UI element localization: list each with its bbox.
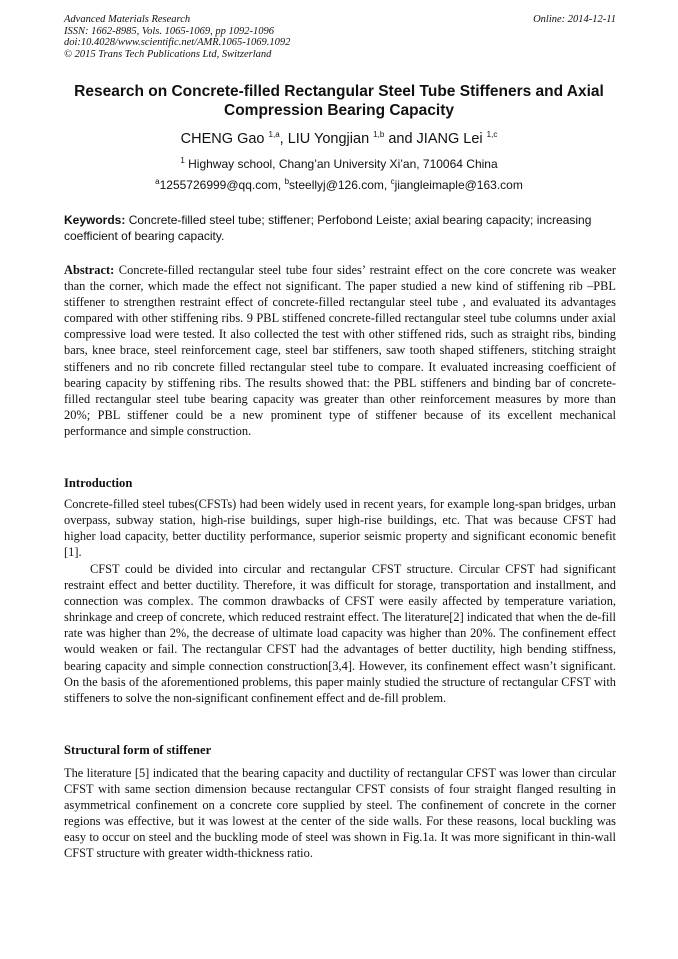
keywords-block	[64, 212, 616, 244]
affiliation-superscript: 1	[180, 156, 185, 165]
journal-name: Advanced Materials Research	[64, 14, 191, 25]
email-link[interactable]: jiangleimaple@163.com	[394, 178, 523, 192]
section-heading-structural-form: Structural form of stiffener	[64, 743, 212, 757]
author-superscript: 1,a	[268, 130, 280, 140]
body-paragraph: The literature [5] indicated that the bearing capacity and ductility of rectangular CFST was lower than circular CFST with same section dimension because rectangular CFST consists of four straight flanged resulting in asymmetrical confinement on a concrete core supplied by steel. The confinement of concrete in the corner regions was effective, but it was lowest at the center of the side walls. For these reasons, local buckling was easy to occur on steel and the buckling mode of steel was shown in Fig.1a. It was more significant in thin-wall CFST structure with greater width-thickness ratio.	[64, 766, 616, 861]
paper-title: Research on Concrete-filled Rectangular Steel Tube Stiffeners and Axial Compression Bearing Capacity	[74, 83, 604, 119]
affiliation	[40, 157, 638, 171]
email-superscript: c	[390, 177, 395, 186]
copyright-line: © 2015 Trans Tech Publications Ltd, Switzerland	[64, 48, 272, 60]
abstract-text: Concrete-filled rectangular steel tube four sides’ restraint effect on the core concrete was weaker than the corner, which made the effect not significant. The paper studied a new kind of stiffening rib –PBL stiffener to strengthen restraint effect of concrete-filled rectangular steel tube , and evaluated its advantages compared with other stiffening ribs. 9 PBL stiffened concrete-filled rectangular steel tube columns under axial compressive load were tested. It also collected the test with other stiffened rids, such as straight ribs, binding bars, knee brace, steel reinforcement cage, steel bar stiffeners, saw tooth shaped stiffeners, stitching straight stiffeners and no rib concrete filled rectangular steel tube to compare. It evaluated increasing coefficient of bearing capacity by stiffening ribs. The results showed that: the PBL stiffeners and binding bar of concrete-filled rectangular steel tube bearing capacity was greater than other reinforcement measures by more than 20%; PBL stiffener could be a new prominent type of stiffener because of its excellent mechanical performance and simple construction.	[64, 263, 616, 438]
email-superscript: b	[284, 177, 290, 186]
author-superscript: 1,c	[486, 130, 498, 140]
author-name: , LIU Yongjian	[279, 131, 374, 147]
author-list	[40, 131, 638, 147]
email-link[interactable]: 1255726999@qq.com,	[159, 178, 285, 192]
doi-line: doi:10.4028/www.scientific.net/AMR.1065-1069.1092	[64, 37, 291, 48]
body-paragraph: Concrete-filled steel tubes(CFSTs) had been widely used in recent years, for example long-span bridges, urban overpass, subway station, high-rise buildings, super high-rise buildings, etc. That was because CFST had higher load capacity, better ductility performance, superior seismic property and significant economic benefit [1].	[64, 497, 616, 560]
journal-header	[64, 14, 616, 60]
author-name: CHENG Gao	[180, 131, 269, 147]
author-superscript: 1,b	[373, 130, 385, 140]
author-emails	[40, 178, 638, 192]
abstract-paragraph	[64, 262, 616, 439]
email-link[interactable]: steellyj@126.com,	[289, 178, 391, 192]
affiliation-text: Highway school, Chang’an University Xi’an, 710064 China	[184, 157, 498, 171]
abstract-label: Abstract:	[64, 263, 115, 277]
issn-line: ISSN: 1662-8985, Vols. 1065-1069, pp 1092-1096	[64, 25, 274, 37]
author-name: and JIANG Lei	[384, 131, 487, 147]
body-paragraph: CFST could be divided into circular and rectangular CFST structure. Circular CFST had significant restraint effect and better ductility. Therefore, it was difficult for storage, transportation and installment, and connection was complex. The common drawbacks of CFST were easily affected by temperature variation, shrinkage and creep of concrete, which reduced restraint effect. The literature[2] indicated that when the de-fill rate was higher than 2%, the decrease of ultimate load capacity was higher than 20%. The confinement effect would weaken or fail. The rectangular CFST had the advantages of better ductility, high bending stiffness, bearing capacity and simple connection construction[3,4]. However, its confinement effect wasn’t significant. On the basis of the aforementioned problems, this paper mainly studied the structure of rectangular CFST with stiffeners to solve the non-significant confinement effect and de-fill problem.	[64, 562, 616, 705]
email-superscript: a	[155, 177, 160, 186]
keywords-text: Concrete-filled steel tube; stiffener; Perfobond Leiste; axial bearing capacity; increasing coefficient of bearing capacity.	[64, 213, 592, 243]
keywords-label: Keywords:	[64, 213, 126, 227]
section-heading-introduction: Introduction	[64, 476, 133, 490]
online-date: Online: 2014-12-11	[533, 14, 616, 25]
